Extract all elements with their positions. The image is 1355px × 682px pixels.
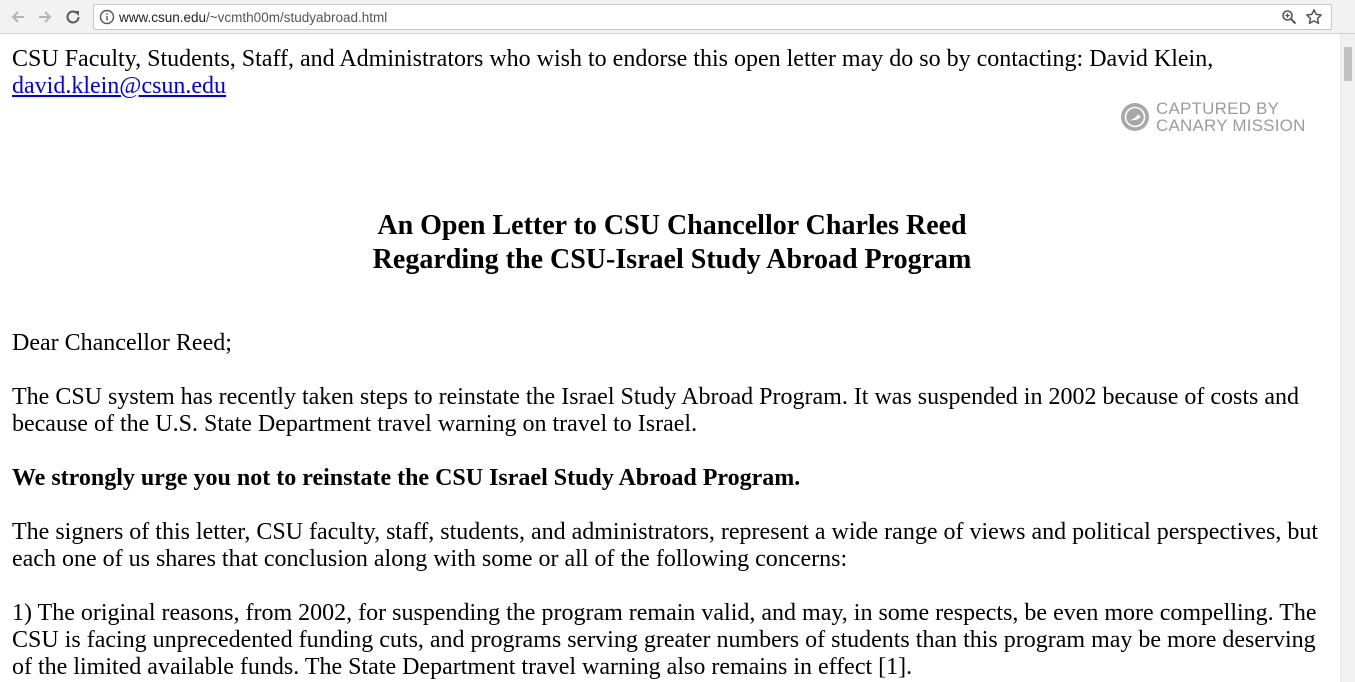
title-line2: Regarding the CSU-Israel Study Abroad Program (372, 244, 972, 275)
paragraph-1: The CSU system has recently taken steps to reinstate the Israel Study Abroad Program. It was suspended in 2002 because of costs and because of the U.S. State Department travel warning on travel to Israel. (12, 384, 1300, 437)
forward-arrow-icon (36, 8, 54, 26)
reload-icon (64, 8, 82, 26)
watermark-line1: CAPTURED BY (1156, 99, 1280, 118)
paragraph-3: 1) The original reasons, from 2002, for suspending the program remain valid, and may, in some respects, be even more compelling. The CSU is facing unprecedented funding cuts, and programs serving greater numbers of students than this program may be more deserving of the limited available funds. The State Department travel warning also remains in effect [1]. (12, 600, 1317, 680)
bookmark-star-icon[interactable] (1305, 8, 1323, 26)
forward-button[interactable] (35, 7, 55, 27)
vertical-scrollbar[interactable] (1340, 34, 1355, 682)
zoom-icon[interactable] (1281, 9, 1297, 25)
url-text[interactable] (119, 10, 387, 26)
back-arrow-icon (9, 8, 27, 26)
watermark-line2: CANARY MISSION (1156, 116, 1306, 135)
endorse-text: CSU Faculty, Students, Staff, and Administrators who wish to endorse this open letter may do so by contacting: David Klein, (12, 46, 1214, 72)
paragraph-bold: We strongly urge you not to reinstate the CSU Israel Study Abroad Program. (12, 465, 801, 491)
canary-mission-watermark (1120, 100, 1306, 134)
endorse-paragraph (12, 46, 1332, 100)
reload-button[interactable] (63, 7, 83, 27)
endorse-email-link[interactable]: david.klein@csun.edu (12, 73, 227, 99)
page-content (12, 34, 1334, 682)
scrollbar-thumb[interactable] (1344, 47, 1352, 81)
url-path: /~vcmth00m/studyabroad.html (206, 10, 388, 25)
title-line1: An Open Letter to CSU Chancellor Charles Reed (377, 210, 967, 241)
url-host: www.csun.edu (119, 10, 207, 25)
letter-title (12, 209, 1332, 277)
back-button[interactable] (8, 7, 28, 27)
paragraph-2: The signers of this letter, CSU faculty, staff, students, and administrators, represent a wide range of views and political perspectives, but each one of us shares that conclusion along with some or all of the following concerns: (12, 519, 1319, 572)
info-icon[interactable] (99, 9, 115, 25)
salutation: Dear Chancellor Reed; (12, 330, 232, 356)
address-bar[interactable] (93, 4, 1332, 30)
canary-bird-icon (1120, 102, 1150, 132)
browser-toolbar (0, 0, 1355, 34)
